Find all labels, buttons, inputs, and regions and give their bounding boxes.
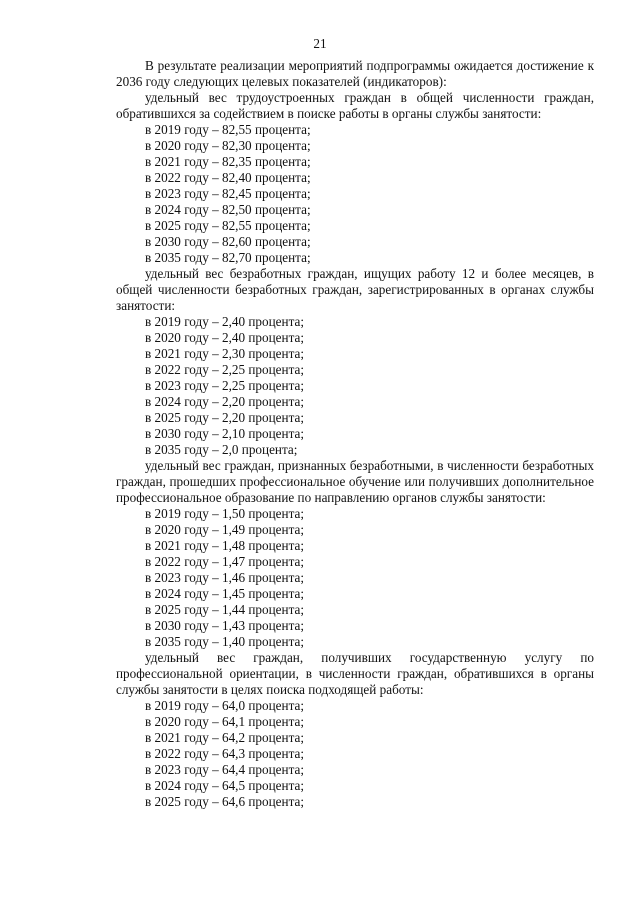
indicator-value-item: в 2020 году – 64,1 процента; [145, 714, 305, 729]
indicator-value-item: в 2021 году – 64,2 процента; [145, 730, 305, 745]
indicator-value-item: в 2024 году – 82,50 процента; [145, 202, 311, 217]
indicator-value-item: в 2022 году – 1,47 процента; [145, 554, 305, 569]
indicator-value-item: в 2025 году – 64,6 процента; [145, 794, 305, 809]
indicator-value-item: в 2020 году – 82,30 процента; [145, 138, 311, 153]
indicator-value-item: в 2030 году – 2,10 процента; [145, 426, 305, 441]
indicator-value-item: в 2023 году – 82,45 процента; [145, 186, 311, 201]
indicator-value-item: в 2020 году – 1,49 процента; [145, 522, 305, 537]
indicator-value-item: в 2022 году – 82,40 процента; [145, 170, 311, 185]
indicator-value-item: в 2022 году – 2,25 процента; [145, 362, 305, 377]
indicator-value-item: в 2019 году – 2,40 процента; [145, 314, 305, 329]
indicator-value-item: в 2023 году – 1,46 процента; [145, 570, 305, 585]
indicator-value-item: в 2021 году – 82,35 процента; [145, 154, 311, 169]
page-number: 21 [313, 36, 327, 51]
indicator-paragraph: удельный вес трудоустроенных граждан в общей численности граждан, обратившихся за содействием в поиске работы в органы службы занятости: [116, 90, 594, 121]
intro-paragraph: В результате реализации мероприятий подпрограммы ожидается достижение к 2036 году следующих целевых показателей (индикаторов): [116, 58, 594, 89]
document-body [116, 58, 594, 810]
indicator-paragraph: удельный вес безработных граждан, ищущих работу 12 и более месяцев, в общей численности безработных граждан, зарегистрированных в органах службы занятости: [116, 266, 594, 313]
indicator-value-item: в 2020 году – 2,40 процента; [145, 330, 305, 345]
indicator-value-item: в 2025 году – 82,55 процента; [145, 218, 311, 233]
indicator-value-item: в 2024 году – 1,45 процента; [145, 586, 305, 601]
indicator-value-item: в 2021 году – 2,30 процента; [145, 346, 305, 361]
indicator-value-item: в 2019 году – 82,55 процента; [145, 122, 311, 137]
indicator-value-item: в 2030 году – 82,60 процента; [145, 234, 311, 249]
indicator-paragraph: удельный вес граждан, получивших государственную услугу по профессиональной ориентации, в численности граждан, обратившихся в органы службы занятости в целях поиска подходящей работы: [116, 650, 594, 697]
indicator-value-item: в 2023 году – 2,25 процента; [145, 378, 305, 393]
indicator-value-item: в 2019 году – 1,50 процента; [145, 506, 305, 521]
indicator-value-item: в 2024 году – 64,5 процента; [145, 778, 305, 793]
indicator-value-item: в 2035 году – 82,70 процента; [145, 250, 311, 265]
indicator-value-item: в 2022 году – 64,3 процента; [145, 746, 305, 761]
indicator-value-item: в 2035 году – 2,0 процента; [145, 442, 298, 457]
indicator-value-item: в 2024 году – 2,20 процента; [145, 394, 305, 409]
indicator-value-item: в 2023 году – 64,4 процента; [145, 762, 305, 777]
indicator-value-item: в 2021 году – 1,48 процента; [145, 538, 305, 553]
indicator-value-item: в 2019 году – 64,0 процента; [145, 698, 305, 713]
indicator-value-item: в 2025 году – 2,20 процента; [145, 410, 305, 425]
indicator-value-item: в 2035 году – 1,40 процента; [145, 634, 305, 649]
indicator-paragraph: удельный вес граждан, признанных безработными, в численности безработных граждан, прошедших профессиональное обучение или получивших дополнительное профессиональное образование по направлению органов службы занятости: [116, 458, 594, 505]
indicator-value-item: в 2025 году – 1,44 процента; [145, 602, 305, 617]
indicator-value-item: в 2030 году – 1,43 процента; [145, 618, 305, 633]
